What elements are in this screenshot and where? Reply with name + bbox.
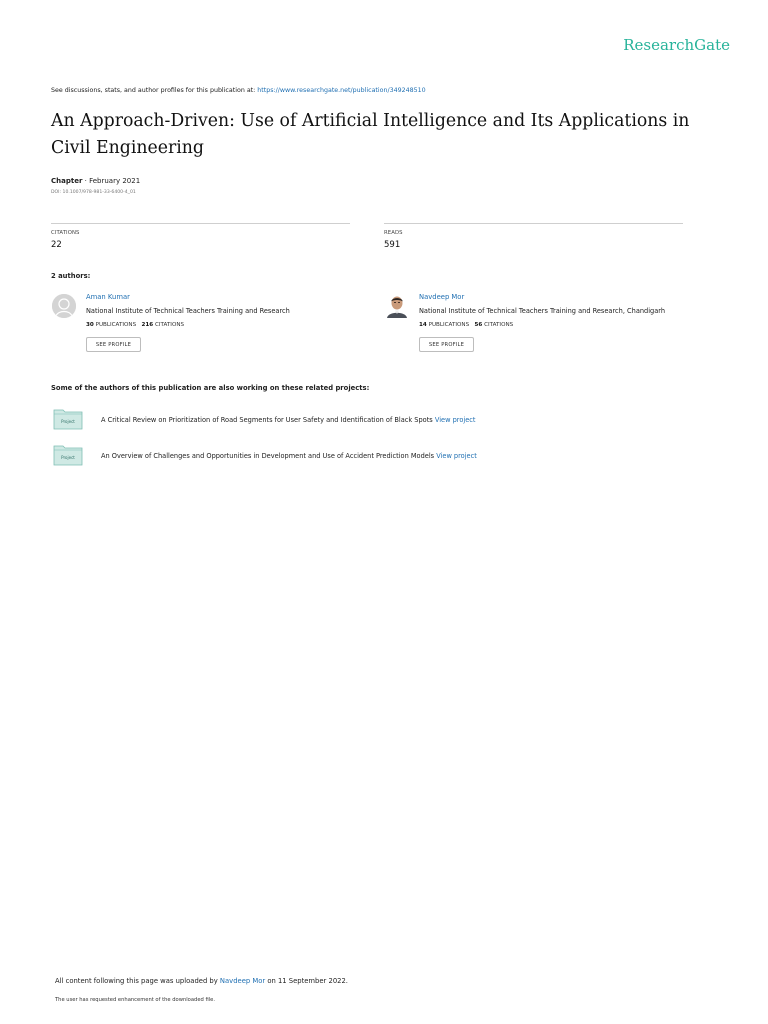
avatar-navdeep-mor[interactable]: [385, 294, 409, 318]
publications-label: PUBLICATIONS: [426, 322, 470, 328]
publications-count: 30: [86, 322, 94, 328]
author-photo-icon: [385, 294, 409, 318]
publication-type: Chapter: [51, 177, 83, 185]
publication-url-link[interactable]: https://www.researchgate.net/publication/349248510: [257, 87, 426, 94]
reads-label: READS: [384, 230, 403, 236]
view-project-link[interactable]: View project: [434, 416, 476, 424]
citations-count: 216: [141, 322, 154, 328]
project-title: A Critical Review on Prioritization of Road Segments for User Safety and Identification of Black Spots: [101, 416, 435, 424]
author-stats: [419, 322, 513, 328]
publication-date: February 2021: [89, 177, 141, 185]
project-tag: Project: [61, 419, 75, 424]
citations-value: 22: [51, 240, 62, 250]
author-stats: [86, 322, 184, 328]
reads-divider: [384, 223, 683, 224]
citations-label: CITATIONS: [482, 322, 514, 328]
related-projects-heading: Some of the authors of this publication are also working on these related projects:: [51, 384, 370, 392]
citations-label: CITATIONS: [153, 322, 185, 328]
see-profile-button[interactable]: SEE PROFILE: [86, 337, 141, 352]
view-project-link[interactable]: View project: [436, 452, 477, 460]
meta-separator: ·: [82, 177, 90, 185]
default-user-icon: [52, 294, 76, 318]
author-institution: National Institute of Technical Teachers Training and Research: [86, 307, 290, 315]
project-item: [101, 452, 477, 460]
publication-source-line: [51, 87, 426, 94]
project-title: An Overview of Challenges and Opportunities in Development and Use of Accident Prediction Models: [101, 452, 437, 460]
author-institution: National Institute of Technical Teachers Training and Research, Chandigarh: [419, 307, 666, 315]
project-tag: Project: [61, 455, 75, 460]
citations-label: CITATIONS: [51, 230, 80, 236]
upload-prefix: All content following this page was uploaded by: [55, 977, 220, 985]
download-note: The user has requested enhancement of the downloaded file.: [55, 997, 216, 1003]
authors-heading: 2 authors:: [51, 272, 91, 280]
publication-doi: DOI: 10.1007/978-981-33-6400-4_01: [51, 190, 136, 195]
citations-divider: [51, 223, 350, 224]
project-item: [101, 416, 475, 424]
citations-count: 56: [474, 322, 483, 328]
publication-title: An Approach-Driven: Use of Artificial Intelligence and Its Applications in Civil Engineering: [51, 111, 690, 158]
upload-suffix: on 11 September 2022.: [265, 977, 348, 985]
author-name-link[interactable]: Aman Kumar: [86, 293, 130, 301]
author-name-link[interactable]: Navdeep Mor: [419, 293, 465, 301]
publications-label: PUBLICATIONS: [93, 322, 137, 328]
publications-count: 14: [419, 322, 427, 328]
reads-value: 591: [384, 240, 401, 250]
publication-meta: [51, 177, 140, 185]
source-text: See discussions, stats, and author profiles for this publication at:: [51, 87, 258, 94]
researchgate-logo[interactable]: ResearchGate: [623, 36, 730, 54]
avatar-aman-kumar[interactable]: [52, 294, 76, 318]
uploader-link[interactable]: Navdeep Mor: [219, 977, 266, 985]
upload-notice: [55, 977, 348, 985]
see-profile-button[interactable]: SEE PROFILE: [419, 337, 474, 352]
